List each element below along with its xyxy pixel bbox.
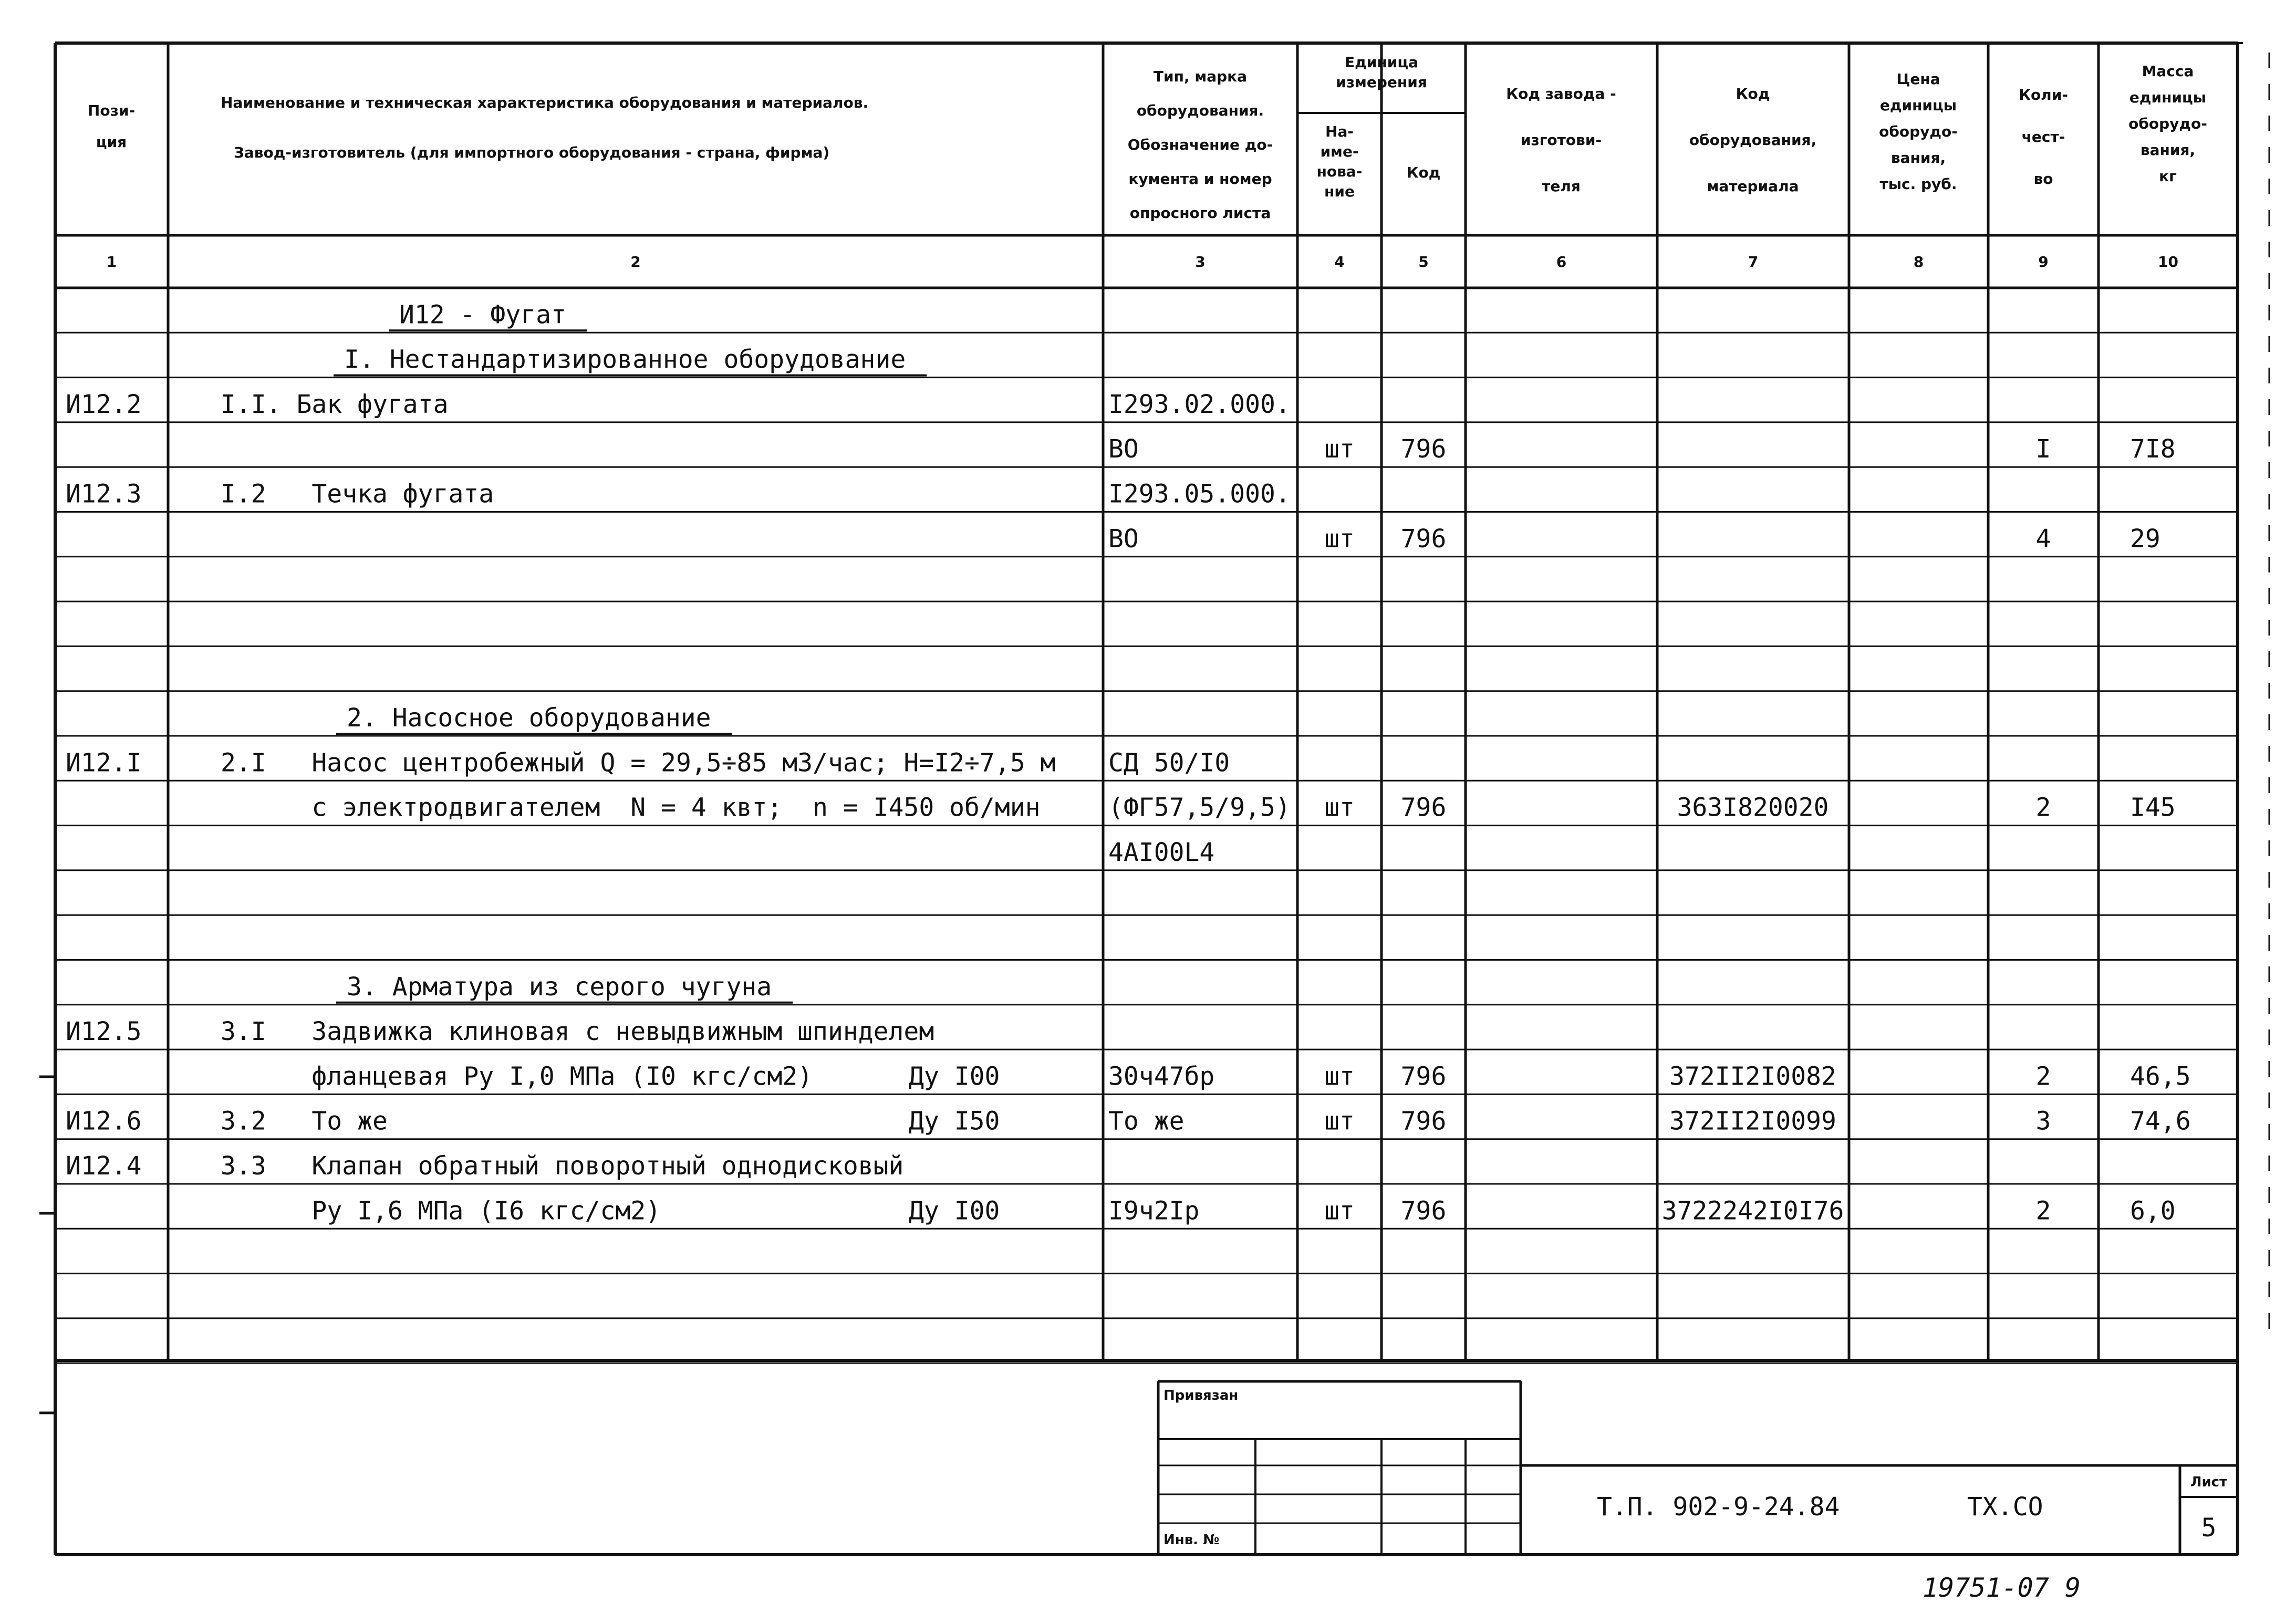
header-col6: Код завода -	[1506, 85, 1616, 102]
nominal-diameter: Ду I00	[909, 1196, 1000, 1226]
nominal-diameter: Ду I00	[909, 1062, 1000, 1091]
header-col8: единицы	[1879, 97, 1957, 114]
header-col3: кумента и номер	[1128, 170, 1272, 188]
header-col3: Тип, марка	[1153, 68, 1248, 85]
subsection-heading: 2. Насосное оборудование	[347, 703, 711, 733]
subsection-heading: 3. Арматура из серого чугуна	[347, 972, 772, 1002]
unit-name: шт	[1324, 1062, 1355, 1091]
equipment-code: 363I820020	[1677, 793, 1829, 823]
type-mark: (ФГ57,5/9,5)	[1108, 793, 1291, 823]
unit-mass: 29	[2130, 524, 2160, 554]
header-col1: ция	[96, 133, 127, 151]
unit-name: шт	[1324, 1196, 1355, 1226]
unit-code: 796	[1400, 1106, 1447, 1136]
item-description: с электродвигателем N = 4 квт; n = I450 об/мин	[221, 793, 1041, 823]
header-col10: Масса	[2142, 63, 2194, 80]
header-col7: Код	[1736, 85, 1770, 102]
section-code: ТХ.СО	[1967, 1492, 2043, 1522]
position-code: И12.2	[66, 389, 142, 419]
item-description: I.2 Течка фугата	[221, 479, 494, 509]
type-mark: ВО	[1108, 524, 1139, 554]
type-mark: То же	[1108, 1106, 1185, 1136]
header-col9: чест-	[2021, 128, 2065, 145]
unit-name: шт	[1324, 1106, 1355, 1136]
type-mark: 4АI00L4	[1108, 837, 1215, 867]
sheet-number: 5	[2201, 1513, 2217, 1543]
unit-code: 796	[1400, 793, 1447, 823]
column-number: 10	[2158, 253, 2178, 270]
header-col8: оборудо-	[1879, 123, 1958, 140]
header-col3: опросного листа	[1129, 204, 1271, 222]
header-col4: На-	[1325, 123, 1354, 140]
header-col4: ние	[1324, 183, 1355, 200]
unit-mass: 6,0	[2130, 1196, 2176, 1226]
sheet-label: Лист	[2190, 1474, 2228, 1490]
quantity: 3	[2035, 1106, 2051, 1136]
quantity: 4	[2035, 524, 2051, 554]
header-col3: оборудования.	[1136, 102, 1264, 119]
header-col6: теля	[1542, 178, 1581, 195]
header-col8: вания,	[1890, 149, 1946, 166]
column-number: 2	[630, 253, 641, 270]
column-number: 6	[1556, 253, 1567, 270]
item-description: Ру I,6 МПа (I6 кгс/см2)	[221, 1196, 661, 1226]
quantity: 2	[2035, 1196, 2051, 1226]
equipment-code: 3722242I0I76	[1661, 1196, 1844, 1226]
column-number: 4	[1334, 253, 1345, 270]
unit-code: 796	[1400, 1062, 1447, 1091]
equipment-code: 372II2I0082	[1669, 1062, 1836, 1091]
header-col1: Пози-	[87, 102, 136, 119]
item-description: 3.I Задвижка клиновая с невыдвижным шпинделем	[221, 1017, 934, 1047]
header-col45_top: измерения	[1336, 74, 1427, 91]
header-col10: вания,	[2140, 141, 2196, 159]
type-mark: I293.05.000.	[1108, 479, 1291, 509]
header-col8: тыс. руб.	[1879, 175, 1957, 193]
unit-code: 796	[1400, 524, 1447, 554]
stamp-privyazan: Привязан	[1163, 1388, 1239, 1403]
header-col9: Коли-	[2019, 86, 2068, 103]
header-col10: кг	[2159, 168, 2177, 185]
type-mark: СД 50/I0	[1108, 748, 1230, 778]
type-mark: I293.02.000.	[1108, 389, 1291, 419]
column-number: 5	[1418, 253, 1429, 270]
header-col9: во	[2033, 170, 2053, 188]
header-col7: оборудования,	[1689, 131, 1817, 149]
item-description: 2.I Насос центробежный Q = 29,5÷85 м3/час; Н=I2÷7,5 м	[221, 748, 1056, 778]
quantity: 2	[2035, 793, 2051, 823]
type-mark: I9ч2Iр	[1108, 1196, 1200, 1226]
unit-mass: 7I8	[2130, 434, 2176, 464]
unit-name: шт	[1324, 793, 1355, 823]
header-col6: изготови-	[1520, 131, 1602, 149]
type-mark: ВО	[1108, 434, 1139, 464]
document-code: Т.П. 902-9-24.84	[1597, 1492, 1840, 1522]
header-col45_top: Единица	[1345, 54, 1418, 71]
header-col10: оборудо-	[2128, 115, 2207, 132]
item-description: 3.2 То же	[221, 1106, 388, 1136]
equipment-code: 372II2I0099	[1669, 1106, 1836, 1136]
header-col2-line2: Завод-изготовитель (для импортного оборудования - страна, фирма)	[234, 144, 830, 161]
unit-mass: 74,6	[2130, 1106, 2191, 1136]
header-col4: име-	[1320, 143, 1359, 160]
table-text	[66, 54, 2227, 1603]
column-number: 9	[2038, 253, 2049, 270]
handwritten-number: 19751-07 9	[1923, 1573, 2081, 1603]
type-mark: 30ч47бр	[1108, 1062, 1215, 1091]
header-col10: единицы	[2129, 89, 2207, 106]
header-col4: нова-	[1316, 163, 1363, 180]
position-code: И12.I	[66, 748, 142, 778]
section-heading: И12 - Фугат	[399, 300, 566, 330]
unit-mass: I45	[2130, 793, 2176, 823]
unit-mass: 46,5	[2130, 1062, 2191, 1091]
header-col7: материала	[1707, 178, 1799, 195]
position-code: И12.5	[66, 1017, 142, 1047]
quantity: I	[2035, 434, 2051, 464]
column-number: 8	[1913, 253, 1924, 270]
column-number: 1	[106, 253, 117, 270]
position-code: И12.3	[66, 479, 142, 509]
unit-code: 796	[1400, 1196, 1447, 1226]
position-code: И12.6	[66, 1106, 142, 1136]
nominal-diameter: Ду I50	[909, 1106, 1000, 1136]
header-col3: Обозначение до-	[1127, 136, 1273, 153]
unit-name: шт	[1324, 524, 1355, 554]
item-description: 3.3 Клапан обратный поворотный однодисковый	[221, 1151, 904, 1181]
item-description: I.I. Бак фугата	[221, 389, 449, 419]
subsection-heading: I. Нестандартизированное оборудование	[344, 345, 906, 374]
header-col5: Код	[1406, 164, 1441, 181]
header-col2-line1: Наименование и техническая характеристика оборудования и материалов.	[221, 94, 869, 111]
unit-name: шт	[1324, 434, 1355, 464]
column-number: 3	[1195, 253, 1206, 270]
column-number: 7	[1748, 253, 1759, 270]
unit-code: 796	[1400, 434, 1447, 464]
position-code: И12.4	[66, 1151, 142, 1181]
stamp-inventory: Инв. №	[1163, 1532, 1220, 1548]
quantity: 2	[2035, 1062, 2051, 1091]
item-description: фланцевая Ру I,0 МПа (I0 кгс/см2)	[221, 1062, 813, 1091]
header-col8: Цена	[1896, 70, 1940, 88]
